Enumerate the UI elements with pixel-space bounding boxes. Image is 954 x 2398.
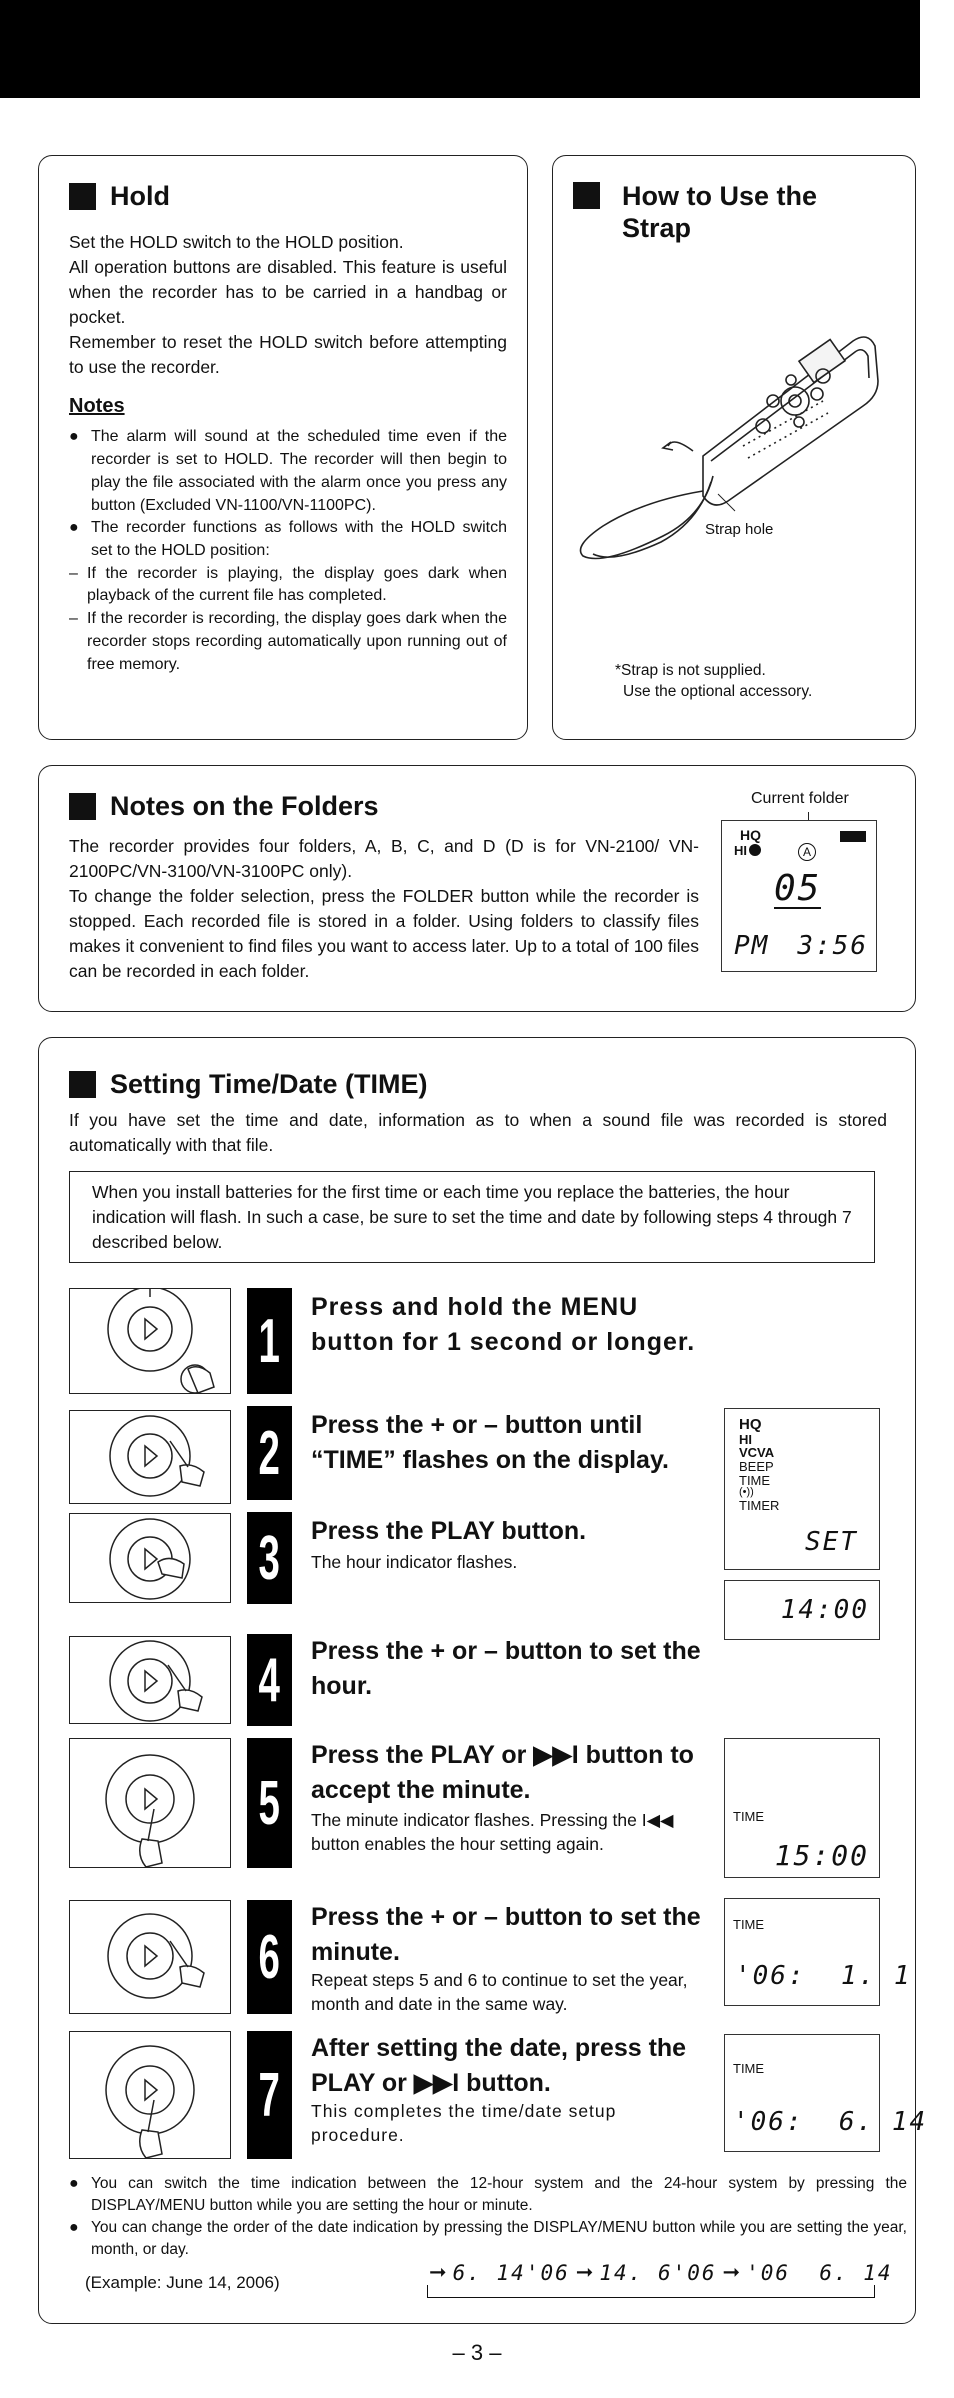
strap-title: How to Use the Strap — [573, 180, 895, 245]
step-3-sub: The hour indicator flashes. — [311, 1552, 518, 1572]
step-5-sub: The minute indicator flashes. Pressing the I◀◀ button enables the hour setting again. — [311, 1810, 674, 1855]
section-marker-icon — [69, 793, 96, 820]
step-6-number: 6 — [247, 1900, 292, 2014]
folders-body — [69, 834, 699, 983]
menu-item: HI — [739, 1431, 752, 1447]
arrow-right-icon: ➞ — [429, 2261, 447, 2284]
step-5-title: Press the PLAY or ▶▶I button to accept the minute. — [311, 1741, 694, 1804]
note-item: ● The alarm will sound at the scheduled time even if the recorder is set to HOLD. The recorder will then begin to play the file associated with the alarm once you press any button (Excluded VN-1100/VN-1100PC). — [69, 426, 507, 517]
date-format-cycle — [427, 2260, 893, 2300]
step-6-image — [69, 1900, 231, 2014]
section-marker-icon — [69, 1071, 96, 1098]
tip-item: ● You can switch the time indication between the 12-hour system and the 24-hour system by pressing the DISPLAY/MENU button while you are setting the hour or minute. — [69, 2173, 907, 2217]
hold-paragraph: Set the HOLD switch to the HOLD position. — [69, 232, 404, 253]
final-date-display — [724, 2034, 928, 2152]
arrow-right-icon: ➞ — [722, 2261, 741, 2284]
example-label: (Example: June 14, 2006) — [85, 2273, 280, 2292]
final-date-readout: '06: 6. 14 — [733, 2107, 928, 2137]
menu-item: VCVA — [739, 1445, 775, 1461]
minute-display — [724, 1738, 880, 1878]
time-label: TIME — [733, 2061, 765, 2076]
battery-notice: When you install batteries for the first time or each time you replace the batteries, the hour indication will flash. In such a case, be sure to set the time and date by following steps 4 through 7 described below. — [69, 1171, 875, 1263]
step-2-number: 2 — [247, 1406, 292, 1500]
step-7-image — [69, 2031, 231, 2159]
step-3-title: Press the PLAY button. — [311, 1517, 587, 1545]
section-marker-icon — [573, 182, 600, 209]
hold-section — [38, 155, 528, 740]
step-2-title: Press the + or – button until “TIME” flashes on the display. — [311, 1411, 669, 1474]
time-date-title: Setting Time/Date (TIME) — [69, 1068, 428, 1100]
time-readout: PM 3:56 — [734, 931, 868, 961]
cycle-format: '06 6. 14 — [746, 2260, 893, 2285]
folders-title: Notes on the Folders — [69, 790, 895, 822]
step-6-title: Press the + or – button to set the minute. — [311, 1903, 701, 1966]
cycle-format: 14. 6'06 — [599, 2260, 717, 2285]
tip-item: ● You can change the order of the date indication by pressing the DISPLAY/MENU button while you are setting the year, month, or day. — [69, 2217, 907, 2261]
hold-sub-notes — [69, 563, 507, 677]
date-display — [724, 1898, 912, 2006]
arrow-right-icon: ➞ — [575, 2261, 594, 2284]
hour-readout: 14:00 — [780, 1595, 869, 1625]
menu-item: BEEP — [739, 1459, 774, 1475]
file-number: 05 — [774, 868, 822, 909]
menu-item: HQ — [739, 1416, 762, 1433]
time-date-tips — [69, 2173, 907, 2261]
set-indicator: SET — [805, 1527, 858, 1557]
step-2-image — [69, 1410, 231, 1504]
hold-paragraph: Remember to reset the HOLD switch before attempting to use the recorder. — [69, 331, 507, 377]
folders-paragraph: The recorder provides four folders, A, B, C, and D (D is for VN-2100/ VN-2100PC/VN-3100/VN-3100PC only). — [69, 836, 699, 882]
mic-icon — [749, 844, 761, 856]
minute-readout: 15:00 — [774, 1839, 869, 1872]
page-number: – 3 – — [452, 2340, 502, 2365]
step-1-number: 1 — [247, 1288, 292, 1394]
folder-a-indicator: A — [798, 843, 816, 861]
sub-note-item: – If the recorder is recording, the display goes dark when the recorder stops recording automatically upon running out of free memory. — [69, 608, 507, 676]
menu-item: (•)) — [739, 1486, 754, 1499]
step-4-number: 4 — [247, 1634, 292, 1726]
hold-paragraph: All operation buttons are disabled. This feature is useful when the recorder has to be carried in a handbag or pocket. — [69, 257, 507, 327]
date-readout: '06: 1. 1 — [735, 1961, 912, 1991]
menu-display — [724, 1408, 880, 1570]
notes-heading: Notes — [69, 395, 125, 418]
cycle-format: 6. 14'06 — [452, 2260, 570, 2285]
sub-note-item: – If the recorder is playing, the display goes dark when playback of the current file has completed. — [69, 563, 507, 608]
note-item: ● The recorder functions as follows with the HOLD switch set to the HOLD position: – If the recorder is playing, the display goes dark when playback of the current file has completed. – If the recorder is recording, the display goes dark when the recorder stops recording automatically upon running out of free memory. — [69, 517, 507, 676]
menu-item: TIME — [739, 1472, 771, 1488]
step-5-image — [69, 1738, 231, 1868]
strap-note: *Strap is not supplied. Use the optional accessory. — [615, 662, 813, 700]
strap-section — [552, 155, 916, 740]
time-date-section — [38, 1037, 928, 2324]
time-date-intro: If you have set the time and date, information as to when a sound file was recorded is stored automatically with that file. — [69, 1110, 887, 1155]
hold-notes-list — [69, 426, 507, 676]
hold-title: Hold — [69, 180, 507, 212]
folder-display — [721, 820, 877, 972]
step-6-sub: Repeat steps 5 and 6 to continue to set the year, month and date in the same way. — [311, 1970, 688, 2015]
time-label: TIME — [733, 1917, 765, 1932]
battery-icon — [840, 831, 866, 842]
current-folder-label: Current folder — [751, 790, 849, 807]
folders-paragraph: To change the folder selection, press the FOLDER button while the recorder is stopped. Each recorded file is stored in a folder. Using folders to classify files makes it convenient to find files you want to access later. Up to a total of 100 files can be recorded in each folder. — [69, 886, 699, 981]
step-7-title: After setting the date, press the PLAY or ▶▶I button. — [311, 2034, 687, 2097]
folders-section — [38, 765, 916, 1012]
menu-item: TIMER — [739, 1497, 780, 1513]
hour-display — [724, 1580, 880, 1640]
step-3-image — [69, 1513, 231, 1603]
step-1-title: Press and hold the MENU button for 1 second or longer. — [311, 1293, 696, 1356]
step-4-image — [69, 1636, 231, 1724]
recorder-strap-illustration — [563, 286, 883, 586]
step-5-number: 5 — [247, 1738, 292, 1868]
time-label: TIME — [733, 1809, 765, 1824]
step-7-sub: This completes the time/date setup procedure. — [311, 2101, 617, 2146]
step-3-number: 3 — [247, 1512, 292, 1604]
menu-items — [739, 1417, 779, 1513]
hi-indicator: HI — [734, 843, 761, 858]
header-bar — [0, 0, 920, 98]
strap-hole-label: Strap hole — [705, 521, 774, 538]
step-7-number: 7 — [247, 2031, 292, 2159]
section-marker-icon — [69, 183, 96, 210]
hq-indicator: HQ — [740, 827, 761, 843]
cycle-row — [427, 2260, 893, 2285]
step-4-title: Press the + or – button to set the hour. — [311, 1637, 701, 1700]
step-1-image — [69, 1288, 231, 1394]
hold-body — [69, 230, 507, 379]
